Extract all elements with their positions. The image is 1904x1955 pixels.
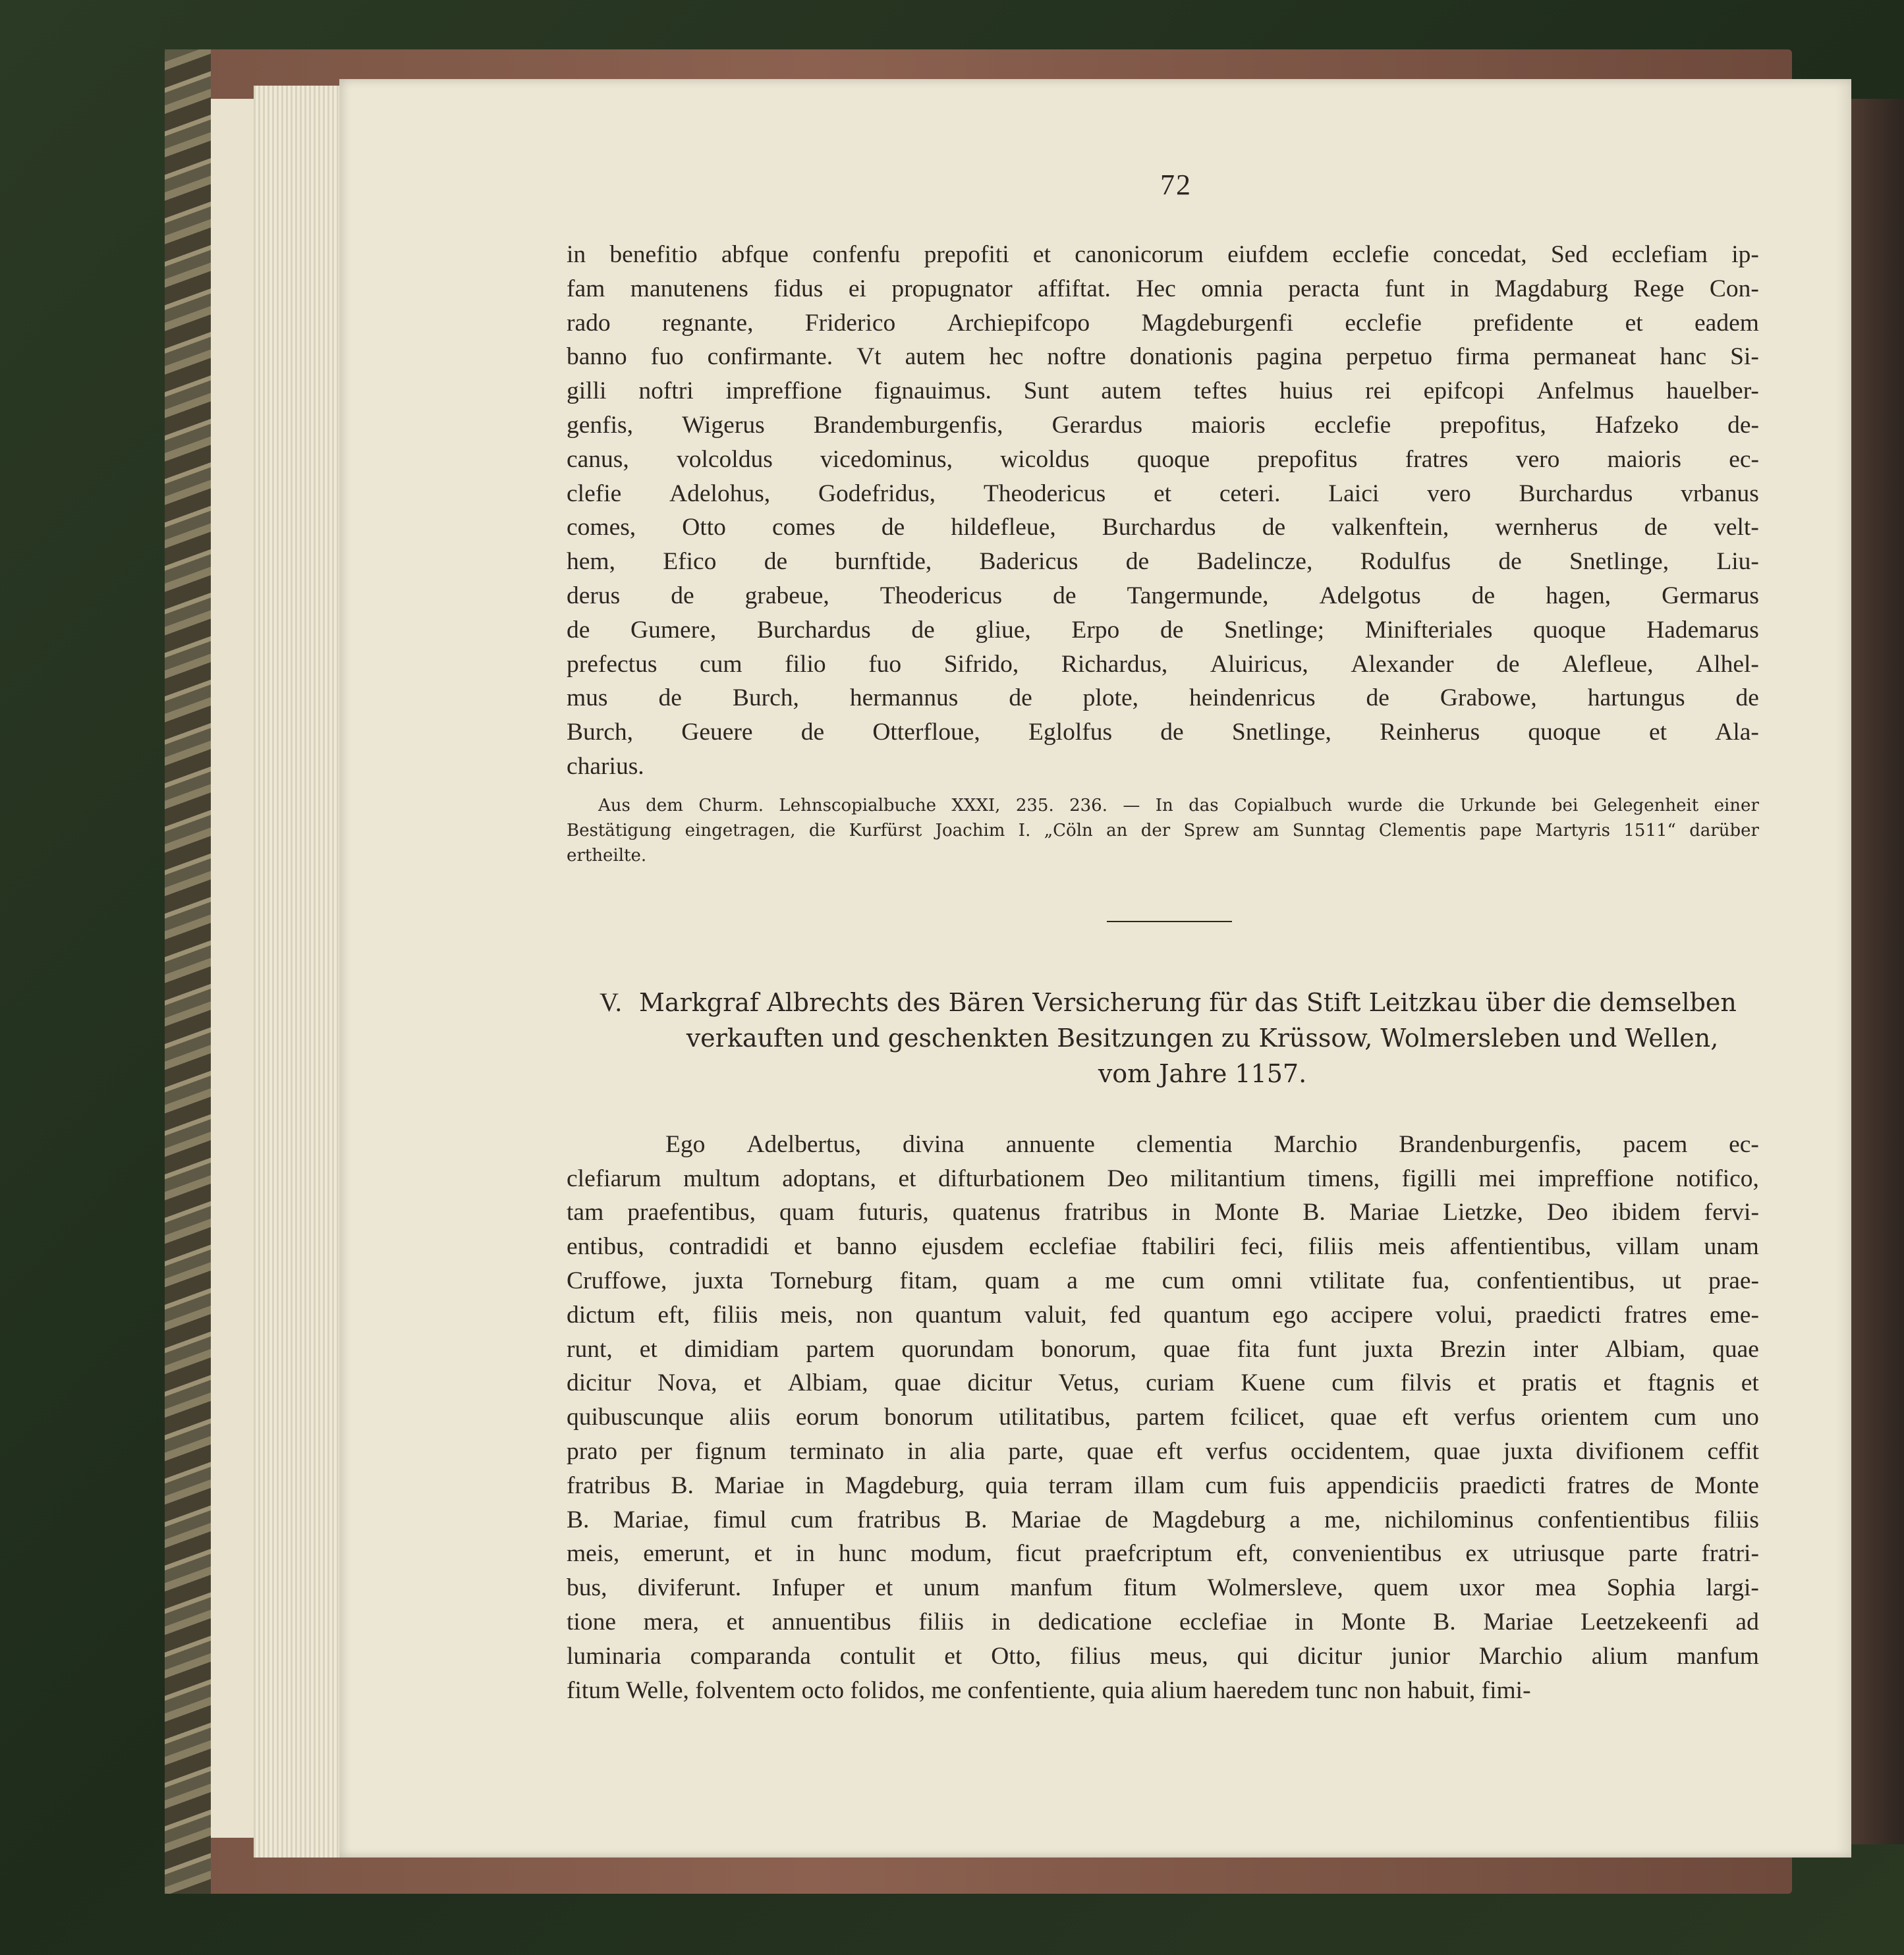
charter-text-line: genfis, Wigerus Brandemburgenfis, Gerardus maioris ecclefie prepofitus, Hafzeko de- bbox=[567, 411, 1759, 439]
source-footnote bbox=[567, 793, 1759, 868]
charter-body-line: fratribus B. Mariae in Magdeburg, quia terram illam cum fuis appendiciis praedicti fratres de Monte bbox=[567, 1472, 1759, 1499]
charter-text-line: prefectus cum filio fuo Sifrido, Richardus, Aluiricus, Alexander de Alefleue, Alhel- bbox=[567, 650, 1759, 678]
heading-line-3: vom Jahre 1157. bbox=[1098, 1059, 1307, 1088]
charter-text-line: mus de Burch, hermannus de plote, heindenricus de Grabowe, hartungus de bbox=[567, 684, 1759, 712]
page-content bbox=[567, 168, 1759, 1707]
charter-text-line: rado regnante, Friderico Archiepifcopo Magdeburgenfi ecclefie prefidente et eadem bbox=[567, 309, 1759, 337]
charter-body-line: B. Mariae, fimul cum fratribus B. Mariae de Magdeburg a me, nichilominus confentientibus filiis bbox=[567, 1506, 1759, 1533]
charter-text-line: clefie Adelohus, Godefridus, Theodericus et ceteri. Laici vero Burchardus vrbanus bbox=[567, 480, 1759, 507]
charter-text-line: gilli noftri impreffione fignauimus. Sunt autem teftes huius rei epifcopi Anfelmus hauelber- bbox=[567, 377, 1759, 405]
charter-body-line: tam praefentibus, quam futuris, quatenus fratribus in Monte B. Mariae Lietzke, Deo ibidem fervi- bbox=[567, 1199, 1759, 1226]
charter-text-line: comes, Otto comes de hildefleue, Burchardus de valkenftein, wernherus de velt- bbox=[567, 514, 1759, 541]
charter-text-line: derus de grabeue, Theodericus de Tangermunde, Adelgotus de hagen, Germarus bbox=[567, 582, 1759, 609]
charter-body-paragraph bbox=[567, 1128, 1759, 1708]
charter-text-line: banno fuo confirmante. Vt autem hec noftre donationis pagina perpetuo firma permaneat hanc Si- bbox=[567, 343, 1759, 371]
document-heading bbox=[567, 985, 1759, 1091]
charter-text-line: de Gumere, Burchardus de gliue, Erpo de Snetlinge; Minifteriales quoque Hademarus bbox=[567, 616, 1759, 644]
charter-text-line: hem, Efico de burnftide, Badericus de Badelincze, Rodulfus de Snetlinge, Liu- bbox=[567, 548, 1759, 576]
charter-body-line: runt, et dimidiam partem quorundam bonorum, quae fita funt juxta Brezin inter Albiam, quae bbox=[567, 1335, 1759, 1363]
charter-body-line: luminaria comparanda contulit et Otto, filius meus, qui dicitur junior Marchio alium manfum bbox=[567, 1642, 1759, 1670]
charter-body-line: fitum Welle, folventem octo folidos, me confentiente, quia alium haeredem tunc non habuit, fimi- bbox=[567, 1676, 1531, 1704]
charter-text-line: Burch, Geuere de Otterfloue, Eglolfus de Snetlinge, Reinherus quoque et Ala- bbox=[567, 719, 1759, 746]
charter-body-line: clefiarum multum adoptans, et difturbationem Deo militantium timens, figilli mei impreffione notifico, bbox=[567, 1165, 1759, 1192]
charter-text-line: charius. bbox=[567, 752, 644, 780]
page-number: 72 bbox=[1160, 169, 1192, 201]
marbled-endpaper bbox=[165, 49, 211, 1894]
section-divider bbox=[1107, 921, 1232, 922]
document-number: V. bbox=[600, 987, 622, 1017]
charter-body-line: bus, diviferunt. Infuper et unum manfum fitum Wolmersleve, quem uxor mea Sophia largi- bbox=[567, 1574, 1759, 1602]
charter-text-line: in benefitio abfque confenfu prepofiti et canonicorum eiufdem ecclefie concedat, Sed ecclefiam ip- bbox=[567, 241, 1759, 268]
charter-body-line: dictum eft, filiis meis, non quantum valuit, fed quantum ego accipere volui, praedicti fratres eme- bbox=[567, 1301, 1759, 1329]
charter-text-line: canus, volcoldus vicedominus, wicoldus quoque prepofitus fratres vero maioris ec- bbox=[567, 445, 1759, 473]
charter-text-paragraph bbox=[567, 238, 1759, 784]
charter-body-line: Cruffowe, juxta Torneburg fitam, quam a me cum omni vtilitate fua, confentientibus, ut prae- bbox=[567, 1267, 1759, 1294]
footnote-line: ertheilte. bbox=[567, 845, 647, 866]
charter-body-line: dicitur Nova, et Albiam, quae dicitur Vetus, curiam Kuene cum filvis et pratis et ftagnis et bbox=[567, 1369, 1759, 1397]
charter-body-line: quibuscunque aliis eorum bonorum utilitatibus, partem fcilicet, quae eft verfus orientem cum uno bbox=[567, 1404, 1759, 1431]
charter-body-line: tione mera, et annuentibus filiis in dedicatione ecclefiae in Monte B. Mariae Leetzekeenfi ad bbox=[567, 1608, 1759, 1636]
charter-body-line: prato per fignum terminato in alia parte, quae eft verfus occidentem, quae juxta divifionem ceffit bbox=[567, 1437, 1759, 1465]
footnote-line: Bestätigung eingetragen, die Kurfürst Joachim I. „Cöln an der Sprew am Sunntag Clementis pape Martyris 1511“ darüber bbox=[567, 820, 1759, 840]
footnote-line: Aus dem Churm. Lehnscopialbuche XXXI, 235. 236. — In das Copialbuch wurde die Urkunde bei Gelegenheit einer bbox=[598, 795, 1759, 815]
page-stack-edges bbox=[254, 86, 343, 1858]
charter-text-line: fam manutenens fidus ei propugnator affiftat. Hec omnia peracta funt in Magdaburg Rege Con- bbox=[567, 275, 1759, 302]
heading-line-2: verkauften und geschenkten Besitzungen zu Krüssow, Wolmersleben und Wellen, bbox=[686, 1023, 1719, 1053]
charter-body-line: entibus, contradidi et banno ejusdem ecclefiae ftabiliri feci, filiis meis affentientibus, villam unam bbox=[567, 1233, 1759, 1261]
charter-body-line: meis, emerunt, et in hunc modum, ficut praefcriptum eft, convenientibus ex utriusque parte fratri- bbox=[567, 1540, 1759, 1568]
charter-body-line: Ego Adelbertus, divina annuente clementia Marchio Brandenburgenfis, pacem ec- bbox=[665, 1130, 1759, 1158]
book-right-edge bbox=[1851, 99, 1904, 1844]
heading-line-1: Markgraf Albrechts des Bären Versicherung für das Stift Leitzkau über die demselben bbox=[639, 987, 1737, 1017]
